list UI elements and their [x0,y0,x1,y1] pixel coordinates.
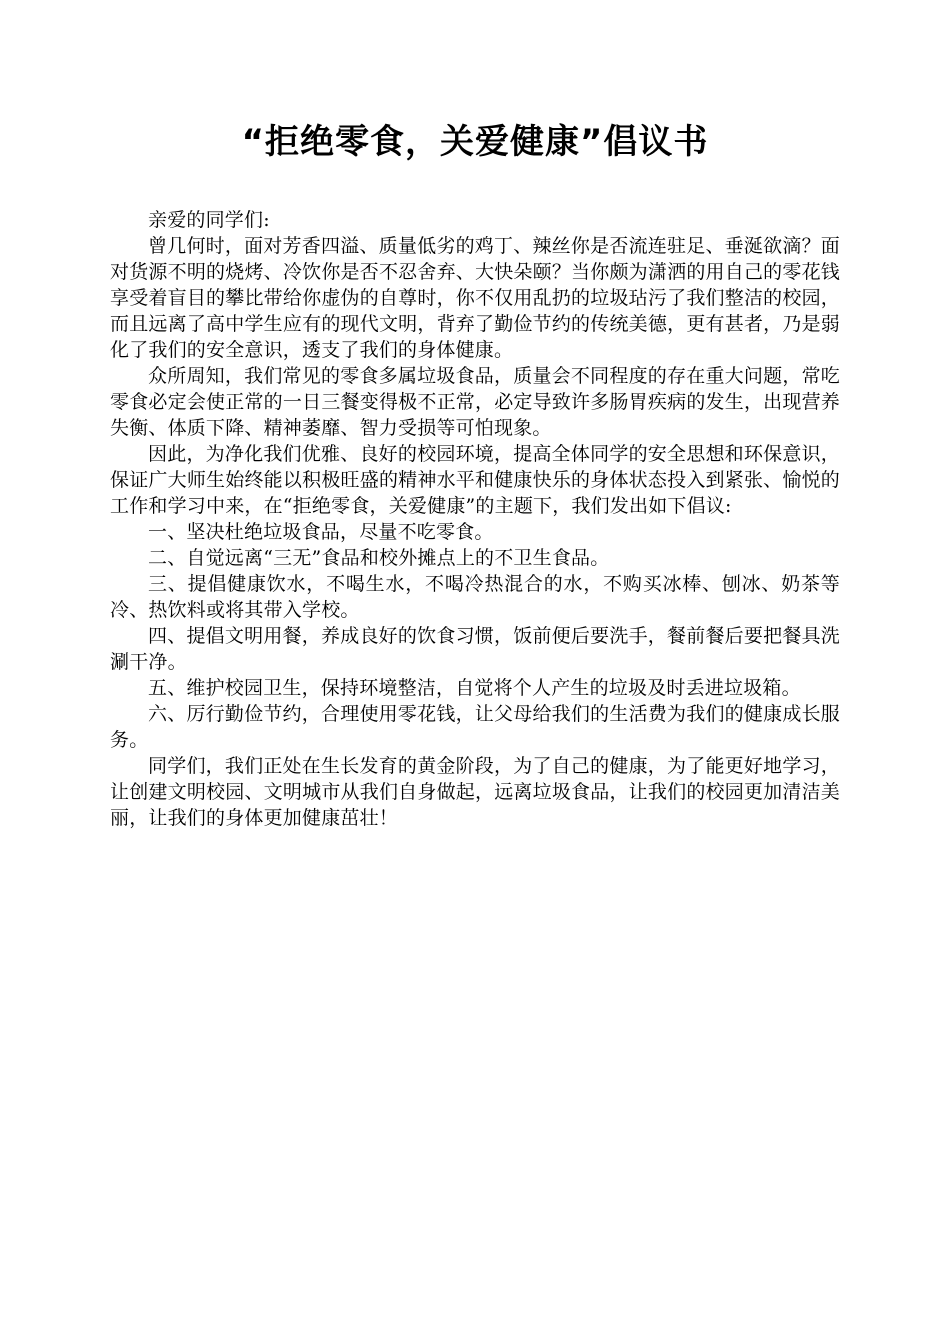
paragraph-problem: 众所周知，我们常见的零食多属垃圾食品，质量会不同程度的存在重大问题，常吃零食必定会使正常的一日三餐变得极不正常，必定导致许多肠胃疾病的发生，出现营养失衡、体质下降、精神萎靡、智力受损等可怕现象。 [110,365,840,439]
document-title: “拒绝零食，关爱健康”倡议书 [241,122,709,162]
document-body [110,207,840,831]
proposal-item-1: 一、坚决杜绝垃圾食品，尽量不吃零食。 [148,521,494,543]
proposal-item-5: 五、维护校园卫生，保持环境整洁，自觉将个人产生的垃圾及时丢进垃圾箱。 [148,677,801,699]
paragraph-intro: 曾几何时，面对芳香四溢、质量低劣的鸡丁、辣丝你是否流连驻足、垂涎欲滴？面对货源不明的烧烤、冷饮你是否不忍舍弃、大快朵颐？当你颇为潇洒的用自己的零花钱享受着盲目的攀比带给你虚伪的自尊时，你不仅用乱扔的垃圾玷污了我们整洁的校园，而且远离了高中学生应有的现代文明，背弃了勤俭节约的传统美德，更有甚者，乃是弱化了我们的安全意识，透支了我们的身体健康。 [110,235,840,361]
paragraph-purpose: 因此，为净化我们优雅、良好的校园环境，提高全体同学的安全思想和环保意识，保证广大师生始终能以积极旺盛的精神水平和健康快乐的身体状态投入到紧张、愉悦的工作和学习中来，在“拒绝零食，关爱健康”的主题下，我们发出如下倡议: [110,443,840,517]
salutation: 亲爱的同学们: [148,209,270,231]
proposal-item-6: 六、厉行勤俭节约，合理使用零花钱，让父母给我们的生活费为我们的健康成长服务。 [110,703,840,751]
proposal-item-4: 四、提倡文明用餐，养成良好的饮食习惯，饭前便后要洗手，餐前餐后要把餐具洗涮干净。 [110,625,840,673]
document-page [110,120,840,831]
proposal-item-2: 二、自觉远离“三无”食品和校外摊点上的不卫生食品。 [148,547,610,569]
proposal-item-3: 三、提倡健康饮水，不喝生水，不喝冷热混合的水，不购买冰棒、刨冰、奶茶等冷、热饮料或将其带入学校。 [110,573,840,621]
paragraph-closing: 同学们，我们正处在生长发育的黄金阶段，为了自己的健康，为了能更好地学习，让创建文明校园、文明城市从我们自身做起，远离垃圾食品，让我们的校园更加清洁美丽，让我们的身体更加健康茁壮！ [110,755,840,829]
